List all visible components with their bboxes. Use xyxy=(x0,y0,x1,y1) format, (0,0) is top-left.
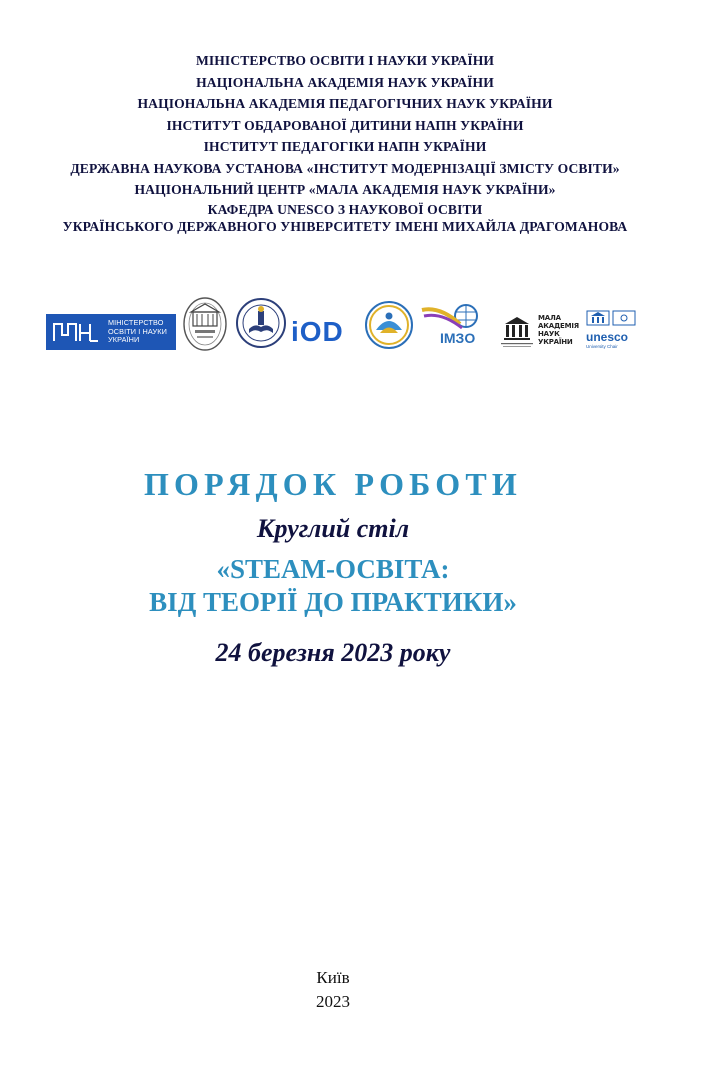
unesco-logo: unesco University Chair xyxy=(586,310,642,350)
org-line-6: ДЕРЖАВНА НАУКОВА УСТАНОВА «ІНСТИТУТ МОДЕРНІЗАЦІЇ ЗМІСТУ ОСВІТИ» xyxy=(70,160,620,176)
event-theme-line-2: ВІД ТЕОРІЇ ДО ПРАКТИКИ» xyxy=(149,587,517,617)
iod-logo: iOD xyxy=(291,316,344,347)
ministry-logo-text: МІНІСТЕРСТВО ОСВІТИ І НАУКИ УКРАЇНИ xyxy=(108,318,167,344)
org-line-1: МІНІСТЕРСТВО ОСВІТИ І НАУКИ УКРАЇНИ xyxy=(195,53,495,68)
org-line-2: НАЦІОНАЛЬНА АКАДЕМІЯ НАУК УКРАЇНИ xyxy=(196,74,494,90)
year: 2023 xyxy=(316,992,350,1011)
document-title: ПОРЯДОК РОБОТИ xyxy=(143,466,523,502)
institute-pedagogy-logo-icon xyxy=(364,300,414,350)
man-logo: МАЛА АКАДЕМІЯ НАУК УКРАЇНИ xyxy=(538,314,579,346)
event-type: Круглий стіл xyxy=(256,514,410,543)
imzo-logo xyxy=(420,302,490,350)
org-line-3: НАЦІОНАЛЬНА АКАДЕМІЯ ПЕДАГОГІЧНИХ НАУК УКРАЇНИ xyxy=(137,96,553,111)
unesco-chair-temple-icon xyxy=(497,314,537,348)
imzo-text: IMЗO xyxy=(440,330,476,346)
org-line-4: ІНСТИТУТ ОБДАРОВАНОЇ ДИТИНИ НАПН УКРАЇНИ xyxy=(166,117,524,133)
event-theme xyxy=(0,553,666,619)
ministry-mark-icon xyxy=(52,321,100,343)
city: Київ xyxy=(316,968,350,987)
academy-seal-icon xyxy=(182,296,228,352)
ministry-logo xyxy=(46,314,176,350)
org-line-9: УКРАЇНСЬКОГО ДЕРЖАВНОГО УНІВЕРСИТЕТУ ІМЕНІ МИХАЙЛА ДРАГОМАНОВА xyxy=(62,218,628,234)
organizations-header xyxy=(0,50,690,235)
pedagogical-academy-seal-icon xyxy=(235,297,287,349)
imzo-swirl-icon xyxy=(420,302,490,332)
partner-logos-strip xyxy=(46,294,646,354)
unesco-temple-icon xyxy=(586,310,642,326)
org-line-7: НАЦІОНАЛЬНИЙ ЦЕНТР «МАЛА АКАДЕМІЯ НАУК УКРАЇНИ» xyxy=(134,182,556,197)
event-date: 24 березня 2023 року xyxy=(215,638,451,667)
event-theme-line-1: «STEAM-ОСВІТА: xyxy=(216,554,450,584)
publication-footer xyxy=(0,966,666,1014)
org-line-5: ІНСТИТУТ ПЕДАГОГІКИ НАПН УКРАЇНИ xyxy=(203,139,487,154)
org-line-8: КАФЕДРА UNESCO З НАУКОВОЇ ОСВІТИ xyxy=(207,201,483,217)
